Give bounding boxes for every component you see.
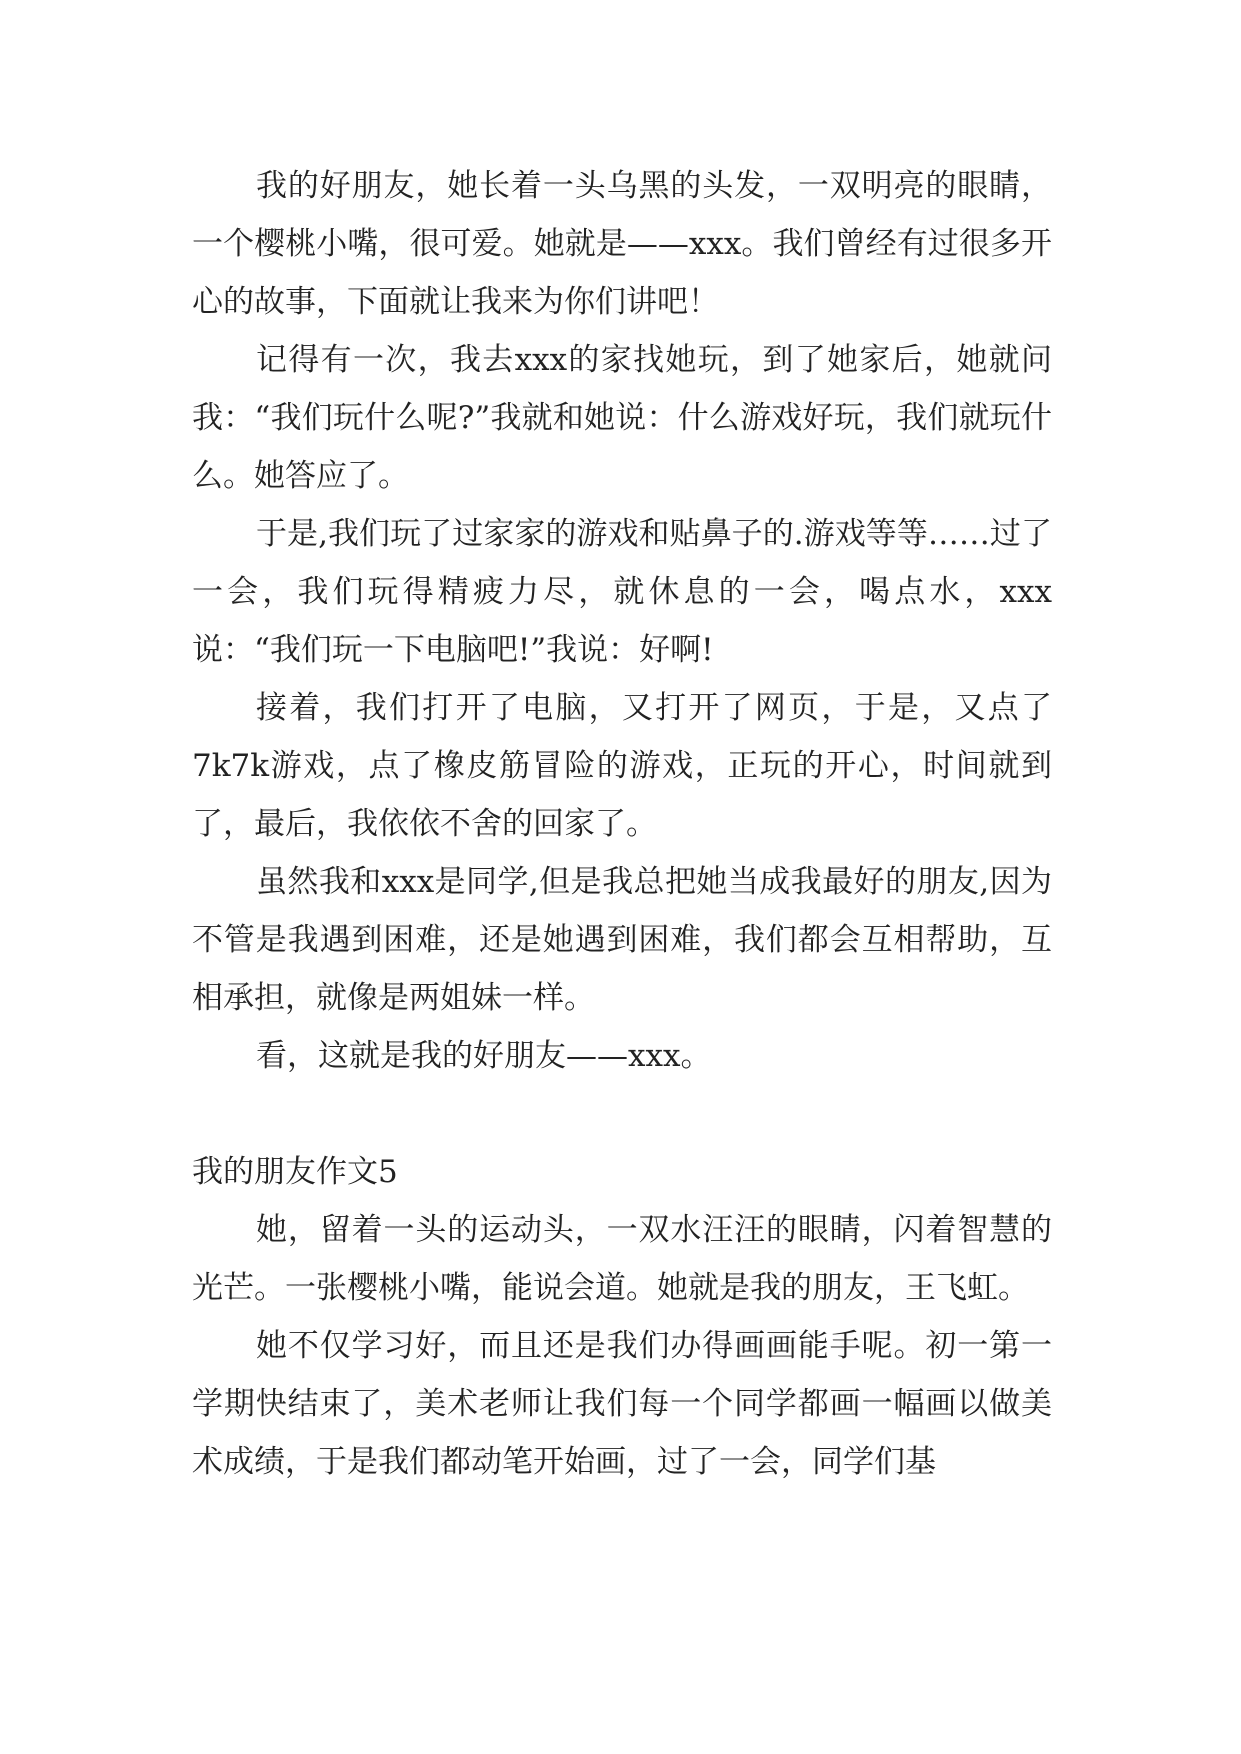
paragraph: 记得有一次，我去xxx的家找她玩，到了她家后，她就问我：“我们玩什么呢?”我就和她说：什么游戏好玩，我们就玩什么。她答应了。 xyxy=(192,342,1052,494)
paragraph: 她，留着一头的运动头，一双水汪汪的眼睛，闪着智慧的光芒。一张樱桃小嘴，能说会道。她就是我的朋友，王飞虹。 xyxy=(192,1212,1052,1306)
paragraph: 于是,我们玩了过家家的游戏和贴鼻子的.游戏等等……过了一会，我们玩得精疲力尽，就休息的一会，喝点水，xxx说：“我们玩一下电脑吧!”我说：好啊! xyxy=(192,516,1052,668)
paragraph: 虽然我和xxx是同学,但是我总把她当成我最好的朋友,因为不管是我遇到困难，还是她遇到困难，我们都会互相帮助，互相承担，就像是两姐妹一样。 xyxy=(192,864,1052,1016)
document-body xyxy=(192,157,1052,1491)
section-heading: 我的朋友作文5 xyxy=(192,1154,398,1190)
section-spacer xyxy=(192,1085,1052,1143)
paragraph: 她不仅学习好，而且还是我们办得画画能手呢。初一第一学期快结束了，美术老师让我们每一个同学都画一幅画以做美术成绩，于是我们都动笔开始画，过了一会，同学们基 xyxy=(192,1328,1052,1480)
paragraph: 看，这就是我的好朋友——xxx。 xyxy=(256,1038,712,1074)
paragraph: 我的好朋友，她长着一头乌黑的头发，一双明亮的眼睛，一个樱桃小嘴，很可爱。她就是——xxx。我们曾经有过很多开心的故事，下面就让我来为你们讲吧！ xyxy=(192,168,1052,320)
paragraph: 接着，我们打开了电脑，又打开了网页，于是，又点了7k7k游戏，点了橡皮筋冒险的游戏，正玩的开心，时间就到了，最后，我依依不舍的回家了。 xyxy=(192,690,1052,842)
